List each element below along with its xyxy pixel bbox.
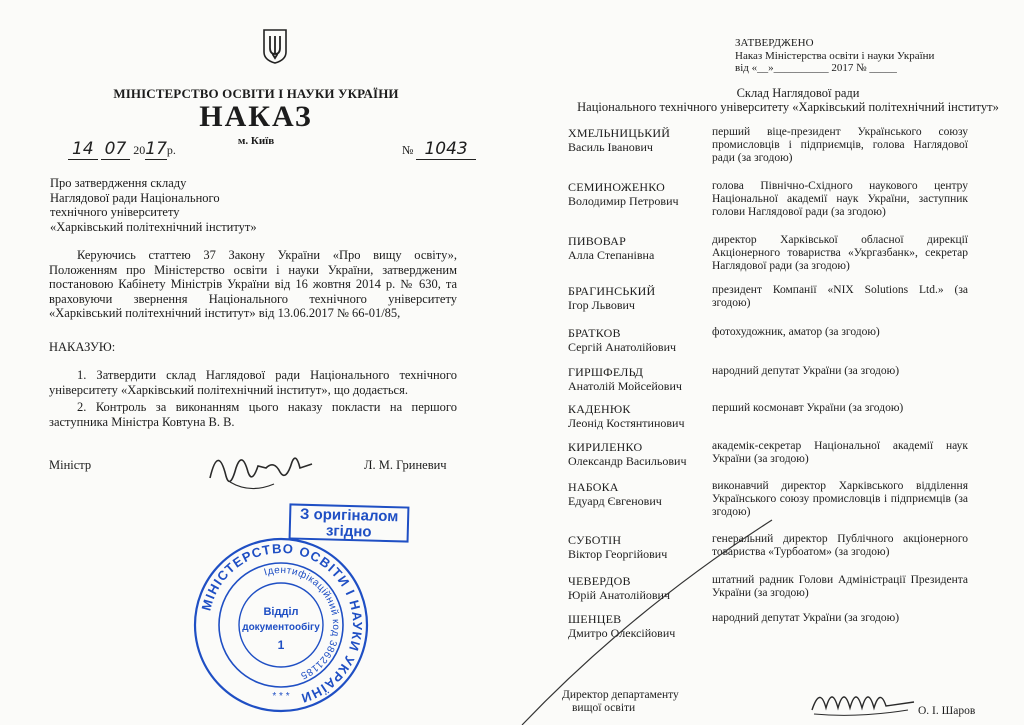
composition-title-line-2: Національного технічного університету «Харківський політехнічний інститут» xyxy=(577,100,999,114)
stamp-line-2: згідно xyxy=(325,522,372,541)
date-suffix: р. xyxy=(166,143,176,157)
member-role: директор Харківської обласної дирекції Акціонерного товариства «Укргазбанк», секретар Наглядової ради (за згодою) xyxy=(712,234,968,272)
member-role: народний депутат України (за згодою) xyxy=(712,612,900,624)
seal-center-line-1: Відділ xyxy=(263,606,299,618)
member-surname: ГИРШФЕЛЬД xyxy=(568,365,644,379)
member-given-name: Ігор Львович xyxy=(568,298,635,312)
member-given-name: Алла Степанівна xyxy=(568,248,655,262)
director-signature xyxy=(808,680,918,720)
director-title-line: Директор департаменту xyxy=(562,689,679,701)
order-number xyxy=(402,139,476,159)
member-surname: НАБОКА xyxy=(568,480,619,494)
member-role: штатний радник Голови Адміністрації Президента України (за згодою) xyxy=(712,574,968,599)
member-role: народний депутат України (за згодою) xyxy=(712,365,900,377)
member-role: президент Компанії «NIX Solutions Ltd.» (за згодою) xyxy=(712,284,968,309)
seal-ring-text: МІНІСТЕРСТВО ОСВІТИ І НАУКИ УКРАЇНИ xyxy=(198,540,366,707)
subject-line: «Харківський політехнічний інститут» xyxy=(50,219,257,234)
subject-line: технічного університету xyxy=(50,205,180,219)
member-surname: ЧЕВЕРДОВ xyxy=(568,574,631,588)
subject-line: Наглядової ради Національного xyxy=(50,190,220,205)
member-surname: БРАГИНСЬКИЙ xyxy=(568,284,656,298)
date-month: 07 xyxy=(101,139,131,160)
seal-star-icon: * * * xyxy=(272,691,290,702)
city-label: м. Київ xyxy=(237,135,275,147)
official-seal xyxy=(191,535,371,715)
date-year-suffix: 17 xyxy=(145,139,167,159)
member-surname: КИРИЛЕНКО xyxy=(568,440,643,454)
order-subject xyxy=(50,176,257,234)
composition-title-line-1: Склад Наглядової ради xyxy=(736,86,860,100)
seal-center-number: 1 xyxy=(277,638,285,652)
date-day: 14 xyxy=(68,139,98,160)
signer-title: Міністр xyxy=(49,458,92,472)
member-given-name: Сергій Анатолійович xyxy=(568,340,677,354)
member-surname: КАДЕНЮК xyxy=(568,402,631,416)
approved-line: ЗАТВЕРДЖЕНО xyxy=(735,37,814,49)
order-item-2: 2. Контроль за виконанням цього наказу покласти на першого заступника Міністра Ковтуна В. В. xyxy=(49,400,457,429)
ministry-heading: МІНІСТЕРСТВО ОСВІТИ І НАУКИ УКРАЇНИ xyxy=(113,86,399,101)
member-role: фотохудожник, аматор (за згодою) xyxy=(712,326,880,338)
member-surname: ШЕНЦЕВ xyxy=(568,612,622,626)
orders-label: НАКАЗУЮ: xyxy=(49,340,116,354)
member-given-name: Едуард Євгенович xyxy=(568,494,662,508)
member-given-name: Віктор Георгійович xyxy=(568,547,668,561)
member-given-name: Василь Іванович xyxy=(568,140,653,154)
director-title-line: вищої освіти xyxy=(572,702,636,714)
member-given-name: Дмитро Олексійович xyxy=(568,626,676,640)
number-value: 1043 xyxy=(416,139,475,160)
member-role: перший віце-президент Українського союзу промисловців і підприємців, голова Наглядової ради (за згодою) xyxy=(712,126,968,164)
member-role: перший космонавт України (за згодою) xyxy=(712,402,904,414)
minister-signature xyxy=(200,438,320,498)
member-surname: СЕМИНОЖЕНКО xyxy=(568,180,666,194)
date-year-prefix: 20 xyxy=(133,143,146,157)
member-surname: СУБОТІН xyxy=(568,533,622,547)
member-role: виконавчий директор Харківського відділення Українського союзу промисловців і підприємців (за згодою) xyxy=(712,480,968,518)
member-surname: ПИВОВАР xyxy=(568,234,626,248)
member-role: голова Північно-Східного наукового центру Національної академії наук України, заступник голови Наглядової ради (за згодою) xyxy=(712,180,968,218)
member-given-name: Олександр Васильович xyxy=(568,454,687,468)
number-prefix: № xyxy=(402,143,414,157)
trident-coat-of-arms-icon xyxy=(262,28,288,64)
seal-center-line-2: документообігу xyxy=(242,622,320,633)
member-given-name: Анатолій Мойсейович xyxy=(568,379,682,393)
order-item-1: 1. Затвердити склад Наглядової ради Національного технічного університету «Харківський політехнічний інститут», що додається. xyxy=(49,368,457,397)
approved-line: від «__»__________ 2017 № _____ xyxy=(735,62,897,74)
member-surname: ХМЕЛЬНИЦЬКИЙ xyxy=(568,126,671,140)
member-given-name: Леонід Костянтинович xyxy=(568,416,685,430)
approval-block xyxy=(735,37,934,75)
member-role: академік-секретар Національної академії наук України (за згодою) xyxy=(712,440,968,465)
order-date xyxy=(68,139,176,159)
member-given-name: Володимир Петрович xyxy=(568,194,679,208)
seal-inner-ring-text: Ідентифікаційний код 38621185 xyxy=(262,564,342,681)
preamble-paragraph: Керуючись статтею 37 Закону України «Про вищу освіту», Положенням про Міністерство освіти і науки України, затвердженим постановою Кабінету Міністрів України від 16 жовтня 2014 р. № 630, та враховуючи звернення Національного технічного університету «Харківський політехнічний інститут» від 13.06.2017 № 66-01/85, xyxy=(49,248,457,321)
director-name: О. І. Шаров xyxy=(918,705,976,717)
approved-line: Наказ Міністерства освіти і науки України xyxy=(735,49,935,62)
document-title: НАКАЗ xyxy=(199,100,313,133)
subject-line: Про затвердження складу xyxy=(50,176,187,190)
director-title xyxy=(562,689,679,715)
stamp-line-1: З оригіналом xyxy=(299,505,399,526)
member-role: генеральний директор Публічного акціонерного товариства «Турбоатом» (за згодою) xyxy=(712,533,968,558)
member-surname: БРАТКОВ xyxy=(568,326,621,340)
signer-name: Л. М. Гриневич xyxy=(364,458,447,472)
member-given-name: Юрій Анатолійович xyxy=(568,588,670,602)
